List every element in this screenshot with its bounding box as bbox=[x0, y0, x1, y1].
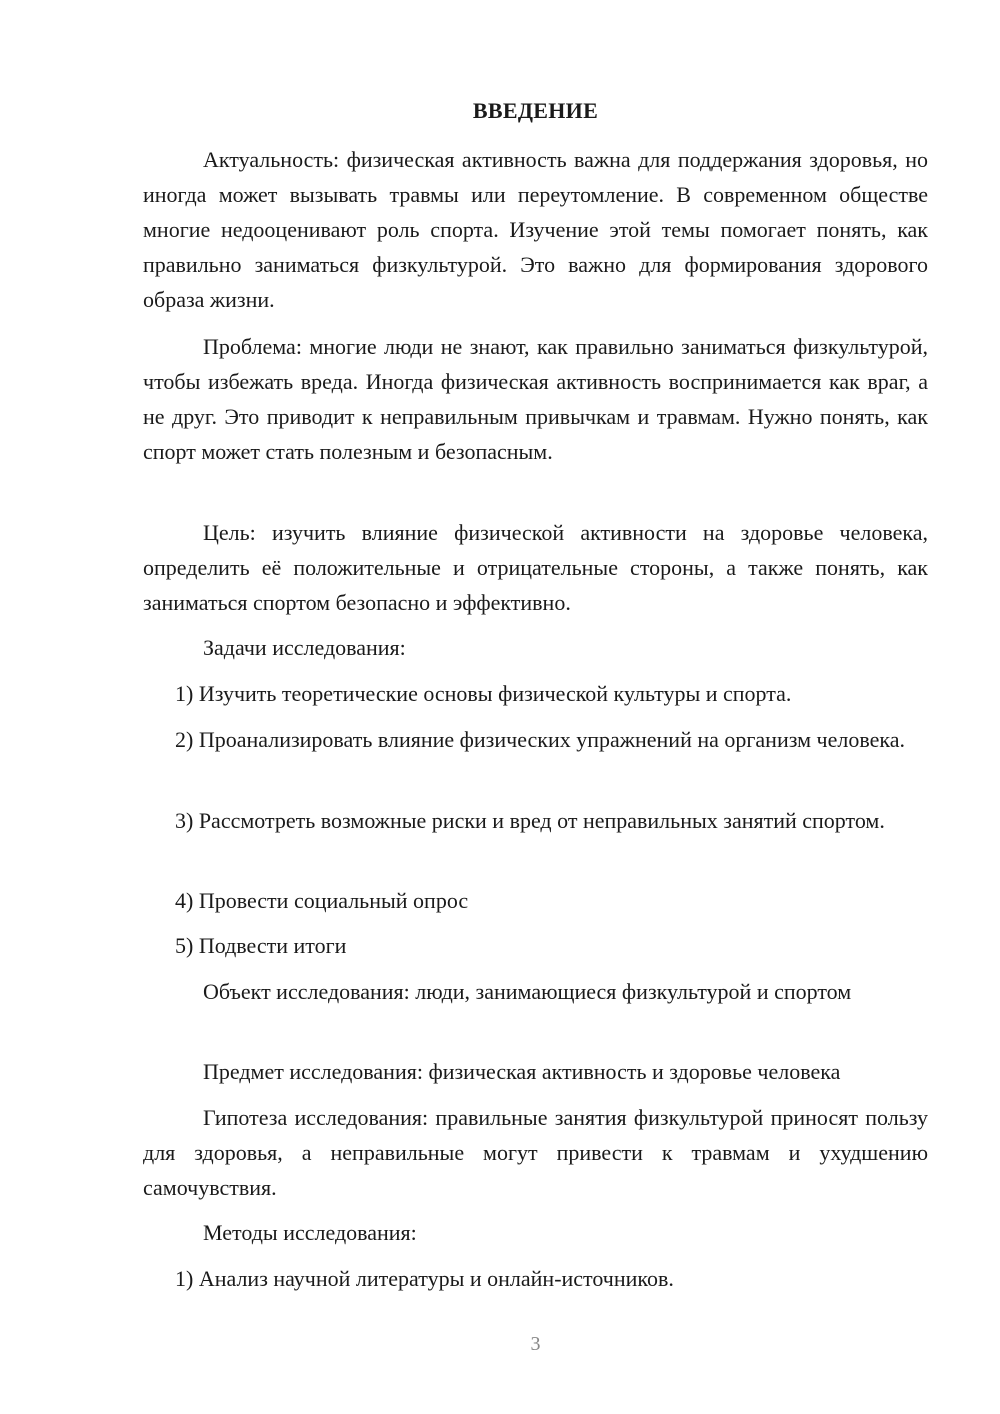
list-item-task-5: 5) Подвести итоги bbox=[175, 933, 347, 958]
document-page bbox=[143, 0, 928, 1414]
list-item-task-1: 1) Изучить теоретические основы физической культуры и спорта. bbox=[175, 681, 792, 706]
list-item-task-3: 3) Рассмотреть возможные риски и вред от неправильных занятий спортом. bbox=[175, 808, 885, 833]
paragraph-object: Объект исследования: люди, занимающиеся физкультурой и спортом bbox=[203, 979, 852, 1004]
paragraph-tasks-heading: Задачи исследования: bbox=[203, 635, 406, 660]
paragraph-subject: Предмет исследования: физическая активность и здоровье человека bbox=[203, 1059, 841, 1084]
paragraph-goal: Цель: изучить влияние физической активности на здоровье человека, определить её положительные и отрицательные стороны, а также понять, как заниматься спортом безопасно и эффективно. bbox=[143, 520, 928, 615]
page-number: 3 bbox=[530, 1333, 541, 1355]
paragraph-relevance: Актуальность: физическая активность важна для поддержания здоровья, но иногда может вызывать травмы или переутомление. В современном обществе многие недооценивают роль спорта. Изучение этой темы помогает понять, как правильно заниматься физкультурой. Это важно для формирования здорового образа жизни. bbox=[143, 147, 928, 312]
list-item-method-1: 1) Анализ научной литературы и онлайн-источников. bbox=[175, 1266, 674, 1291]
list-item-task-2: 2) Проанализировать влияние физических упражнений на организм человека. bbox=[175, 727, 905, 752]
page-title: ВВЕДЕНИЕ bbox=[472, 98, 599, 123]
paragraph-methods-heading: Методы исследования: bbox=[203, 1220, 417, 1245]
paragraph-hypothesis: Гипотеза исследования: правильные занятия физкультурой приносят пользу для здоровья, а неправильные могут привести к травмам и ухудшению самочувствия. bbox=[143, 1105, 928, 1200]
list-item-task-4: 4) Провести социальный опрос bbox=[175, 888, 469, 913]
paragraph-problem: Проблема: многие люди не знают, как правильно заниматься физкультурой, чтобы избежать вреда. Иногда физическая активность воспринимается как враг, а не друг. Это приводит к неправильным привычкам и травмам. Нужно понять, как спорт может стать полезным и безопасным. bbox=[143, 334, 928, 464]
